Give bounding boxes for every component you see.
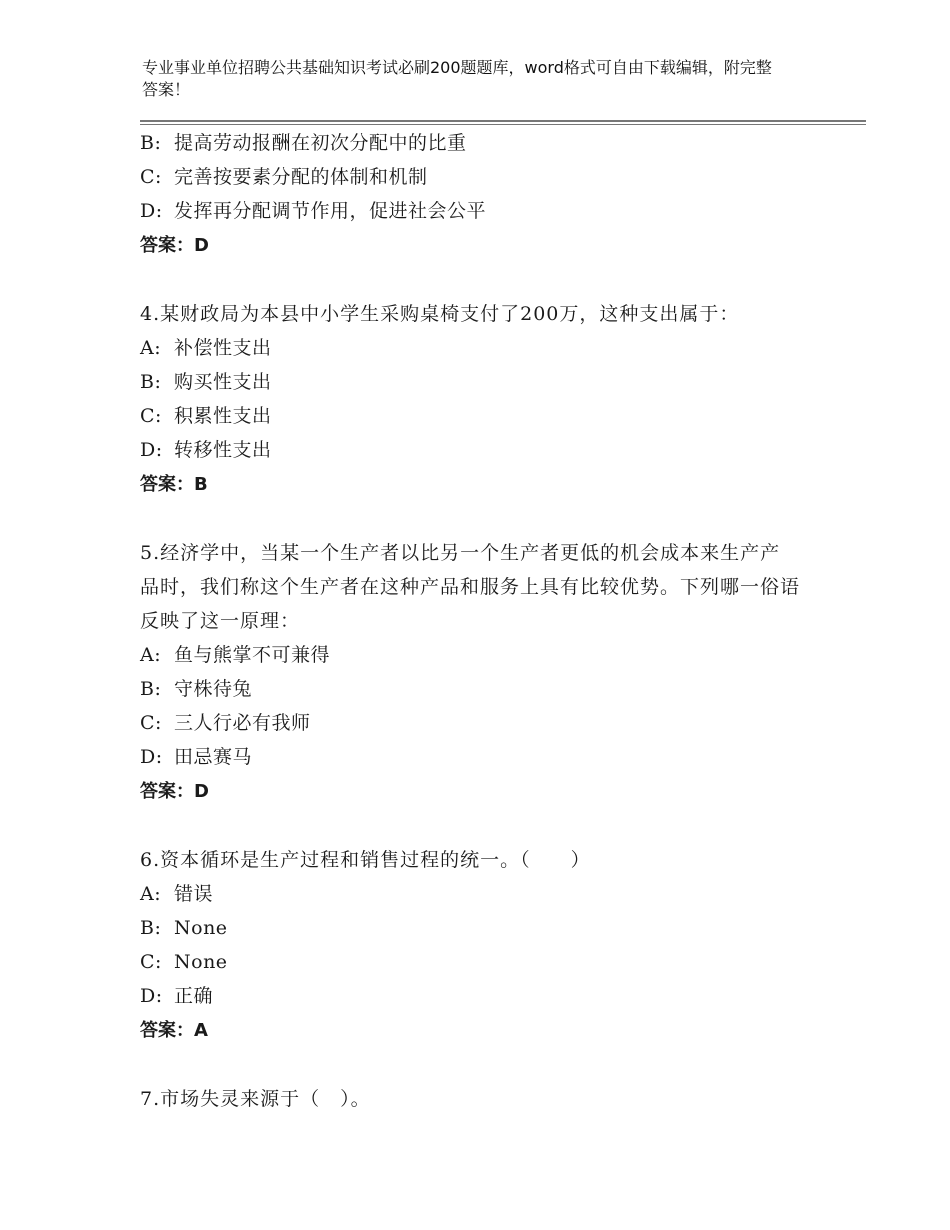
option-label: B: (140, 371, 162, 393)
q4-option-c (140, 399, 272, 433)
option-text: 购买性支出 (174, 371, 272, 393)
q5-option-b (140, 672, 252, 706)
option-text: 三人行必有我师 (174, 712, 311, 734)
option-label: B: (140, 132, 162, 154)
q5-answer: 答案：D (140, 781, 209, 802)
option-label: B: (140, 917, 162, 939)
q7-question: 7.市场失灵来源于（ ）。 (140, 1088, 371, 1110)
q6-option-a (140, 877, 213, 911)
q5-option-d (140, 740, 252, 774)
q6-option-d (140, 979, 213, 1013)
option-text: 守株待兔 (174, 678, 253, 700)
option-label: C: (140, 166, 162, 188)
q6-answer: 答案：A (140, 1020, 208, 1041)
option-label: A: (140, 337, 162, 359)
document-header: 专业事业单位招聘公共基础知识考试必刷200题题库，word格式可自由下载编辑，附完整答案！ (142, 58, 772, 99)
option-label: D: (140, 200, 163, 222)
option-text: 补偿性支出 (174, 337, 272, 359)
q6-question: 6.资本循环是生产过程和销售过程的统一。（ ） (140, 849, 591, 871)
option-text: None (174, 917, 228, 939)
option-text: 完善按要素分配的体制和机制 (174, 166, 428, 188)
option-text: 错误 (174, 883, 214, 905)
option-text: 鱼与熊掌不可兼得 (174, 644, 331, 666)
q4-question: 4.某财政局为本县中小学生采购桌椅支付了200万，这种支出属于： (140, 303, 740, 325)
option-label: B: (140, 678, 162, 700)
option-label: A: (140, 883, 162, 905)
q6-option-c (140, 945, 228, 979)
option-label: D: (140, 439, 163, 461)
option-label: C: (140, 405, 162, 427)
option-text: 积累性支出 (174, 405, 272, 427)
option-text: 正确 (174, 985, 214, 1007)
q5-question: 5.经济学中，当某一个生产者以比另一个生产者更低的机会成本来生产产品时，我们称这个生产者在这种产品和服务上具有比较优势。下列哪一俗语反映了这一原理： (140, 542, 801, 632)
option-label: D: (140, 746, 163, 768)
q3-option-b (140, 126, 467, 160)
option-text: None (174, 951, 228, 973)
q6-option-b (140, 911, 228, 945)
q4-option-b (140, 365, 272, 399)
option-text: 提高劳动报酬在初次分配中的比重 (174, 132, 467, 154)
header-divider-thin (140, 124, 866, 125)
option-text: 发挥再分配调节作用，促进社会公平 (174, 200, 487, 222)
q3-option-c (140, 160, 428, 194)
header-divider (140, 120, 866, 122)
q3-option-d (140, 194, 486, 228)
option-text: 田忌赛马 (174, 746, 253, 768)
q5-option-c (140, 706, 311, 740)
q4-option-a (140, 331, 272, 365)
q4-answer: 答案：B (140, 474, 208, 495)
q3-answer: 答案：D (140, 235, 209, 256)
option-label: C: (140, 951, 162, 973)
option-label: C: (140, 712, 162, 734)
q4-option-d (140, 433, 272, 467)
option-label: D: (140, 985, 163, 1007)
option-text: 转移性支出 (174, 439, 272, 461)
q5-option-a (140, 638, 330, 672)
option-label: A: (140, 644, 162, 666)
